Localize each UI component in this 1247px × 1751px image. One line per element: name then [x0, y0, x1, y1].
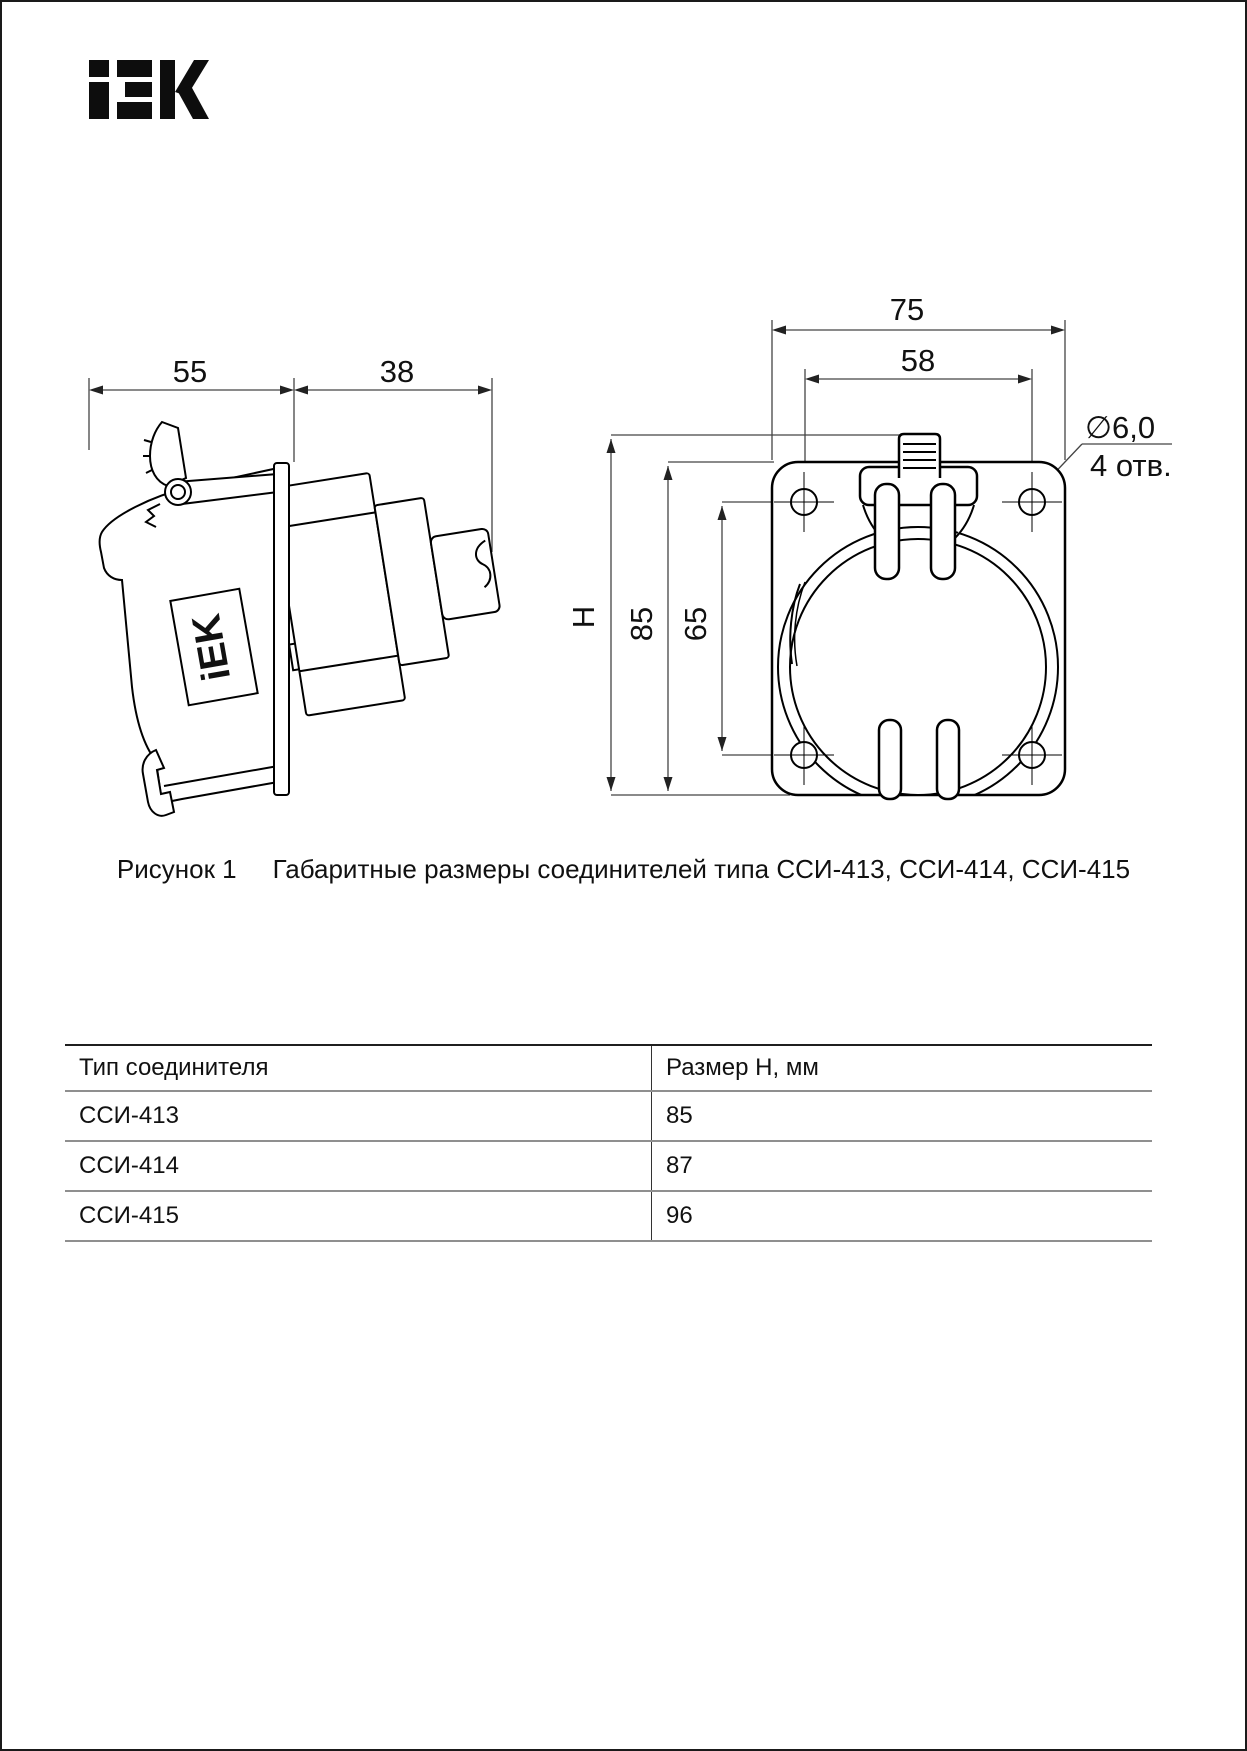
figure-caption-text: Габаритные размеры соединителей типа ССИ-413, ССИ-414, ССИ-415: [272, 854, 1131, 884]
hole-diameter-label: ∅6,0: [1085, 410, 1156, 445]
side-view-drawing: [72, 272, 512, 832]
dimension-label-85: 85: [624, 606, 659, 642]
cell-connector-type: ССИ-414: [65, 1141, 652, 1191]
dimension-label-H: H: [566, 605, 601, 629]
figure-caption-label: Рисунок 1: [116, 854, 237, 884]
cell-size-h: 96: [666, 1202, 693, 1229]
dimension-label-58: 58: [900, 343, 936, 378]
side-rear-housing: [265, 456, 512, 717]
header-connector-type: Тип соединителя: [65, 1045, 652, 1091]
front-view-drawing: [532, 272, 1192, 812]
table-row: [65, 1191, 1152, 1241]
iek-logo: [89, 60, 209, 119]
iek-logo-glyphs: [89, 60, 209, 119]
dimension-label-75: 75: [889, 292, 925, 327]
spec-table-header-row: [65, 1045, 1152, 1091]
cell-size-h: 87: [666, 1152, 693, 1179]
figure-caption: [2, 854, 1245, 885]
dimension-label-65: 65: [678, 606, 713, 642]
dimension-label-38: 38: [379, 354, 415, 389]
side-body: [100, 468, 278, 816]
hole-count-label: 4 отв.: [1090, 448, 1172, 483]
cell-size-h: 85: [666, 1102, 693, 1129]
table-row: [65, 1141, 1152, 1191]
header-size-h: Размер Н, мм: [666, 1054, 819, 1081]
side-body-logo-text: iEK: [184, 610, 240, 685]
spec-table: [65, 1044, 1152, 1242]
dimension-label-55: 55: [172, 354, 208, 389]
table-row: [65, 1091, 1152, 1141]
cell-connector-type: ССИ-415: [65, 1191, 652, 1241]
cell-connector-type: ССИ-413: [65, 1091, 652, 1141]
side-mounting-plate: [274, 463, 289, 795]
